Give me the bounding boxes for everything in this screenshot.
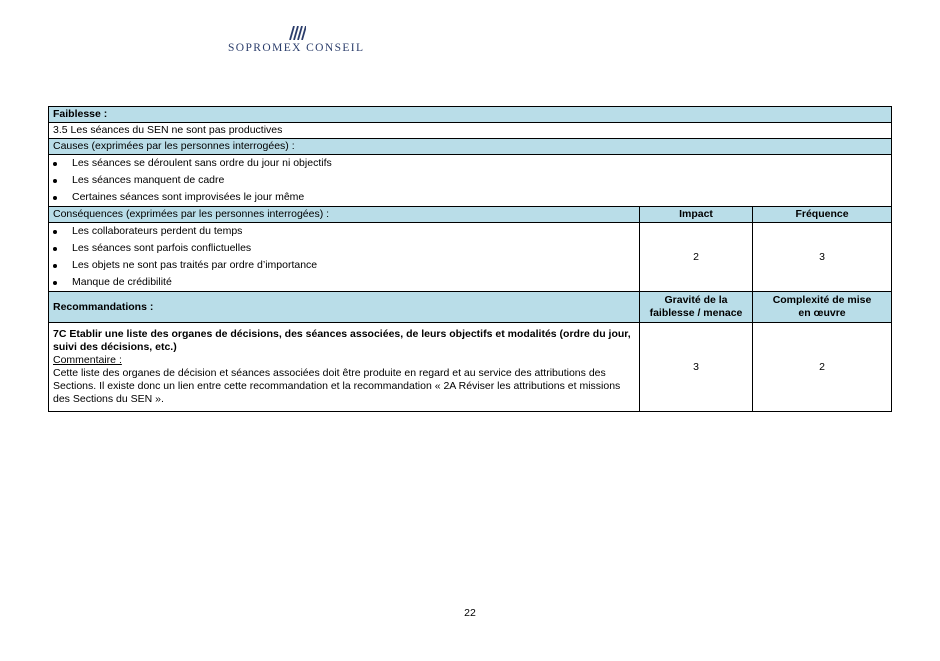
impact-value: 2	[640, 223, 753, 292]
causes-label: Causes (exprimées par les personnes interrogées) :	[49, 139, 892, 155]
list-item: Les objets ne sont pas traités par ordre d’importance	[53, 257, 635, 274]
list-item: Manque de crédibilité	[53, 274, 635, 291]
list-item: Les collaborateurs perdent du temps	[53, 223, 635, 240]
recommendation-row	[49, 323, 892, 412]
striped-logo-icon	[286, 26, 306, 40]
list-item: Les séances sont parfois conflictuelles	[53, 240, 635, 257]
consequences-label: Conséquences (exprimées par les personnes interrogées) :	[49, 207, 640, 223]
commentaire-text: Cette liste des organes de décision et séances associées doit être produite en regard et au service des attributions des Sections. Il existe donc un lien entre cette recommandation et la recommandation « 2A Réviser les attributions et missions des Sections du SEN ».	[53, 367, 621, 405]
list-item: Les séances se déroulent sans ordre du jour ni objectifs	[53, 155, 887, 172]
logo-text: SOPROMEX CONSEIL	[228, 42, 365, 54]
frequence-value: 3	[753, 223, 892, 292]
gravite-value: 3	[640, 323, 753, 412]
faiblesse-row	[49, 123, 892, 139]
weakness-table	[48, 106, 892, 412]
complexite-label: Complexité de mise en œuvre	[753, 292, 892, 323]
commentaire-label: Commentaire :	[53, 354, 122, 366]
gravite-label: Gravité de la faiblesse / menace	[640, 292, 753, 323]
recommendation-cell	[49, 323, 640, 412]
company-logo	[228, 26, 368, 60]
recommendation-title: 7C Etablir une liste des organes de décisions, des séances associées, de leurs objectifs et modalités (ordre du jour, suivi des décisions, etc.)	[53, 328, 631, 353]
list-item: Certaines séances sont improvisées le jour même	[53, 189, 887, 206]
frequence-label: Fréquence	[753, 207, 892, 223]
causes-row	[49, 155, 892, 207]
recommandations-label: Recommandations :	[49, 292, 640, 323]
page-number: 22	[464, 607, 476, 619]
faiblesse-label: Faiblesse :	[49, 107, 892, 123]
faiblesse-text: 3.5 Les séances du SEN ne sont pas productives	[49, 123, 892, 139]
consequences-header-row	[49, 207, 892, 223]
consequences-row	[49, 223, 892, 292]
impact-label: Impact	[640, 207, 753, 223]
causes-list	[53, 155, 887, 206]
causes-header-row	[49, 139, 892, 155]
complexite-value: 2	[753, 323, 892, 412]
faiblesse-header-row	[49, 107, 892, 123]
list-item: Les séances manquent de cadre	[53, 172, 887, 189]
recommandations-header-row	[49, 292, 892, 323]
consequences-list	[53, 223, 635, 291]
causes-cell	[49, 155, 892, 207]
consequences-cell	[49, 223, 640, 292]
